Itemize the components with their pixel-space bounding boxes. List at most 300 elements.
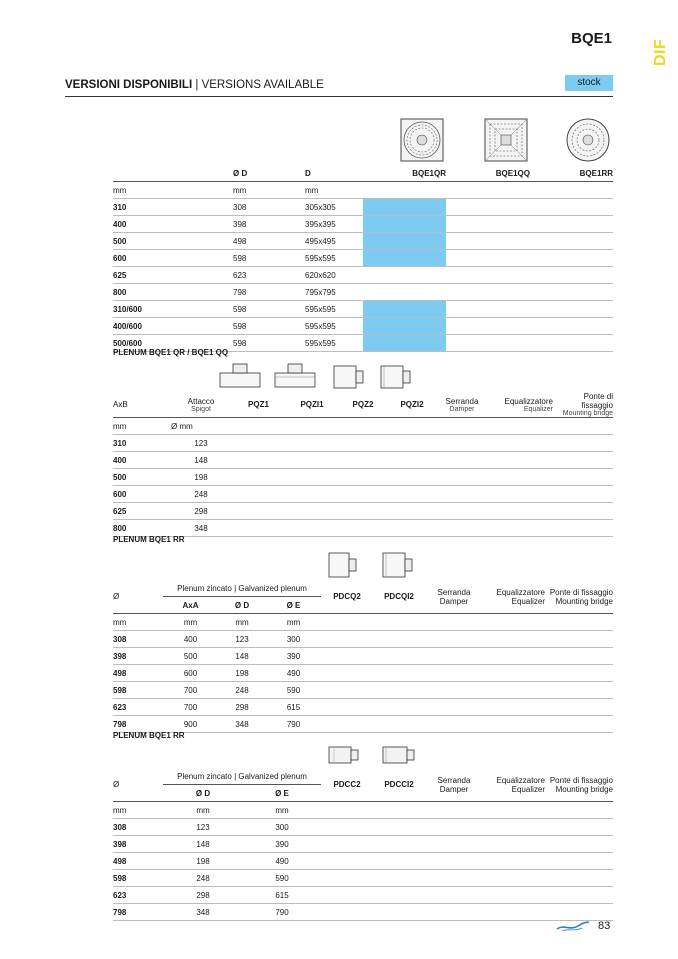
od-cell: 248 — [163, 870, 243, 887]
cell — [483, 853, 545, 870]
cell — [446, 216, 530, 233]
od-cell: 598 — [233, 301, 305, 318]
oe-cell: 300 — [243, 819, 321, 836]
cell — [286, 520, 338, 537]
od-cell: 298 — [218, 699, 266, 716]
od-cell: 598 — [233, 250, 305, 267]
col-pqzi1: PQZI1 — [286, 392, 338, 418]
col-pdcqi2: PDCQI2 — [373, 580, 425, 614]
d-cell: 595x595 — [305, 250, 363, 267]
table-row — [113, 503, 613, 520]
cell — [338, 486, 388, 503]
cell — [373, 699, 425, 716]
units-row — [113, 614, 613, 631]
cell — [483, 716, 545, 733]
od-cell: 798 — [233, 284, 305, 301]
cell — [436, 520, 488, 537]
diameter-cell: 798 — [113, 904, 163, 921]
cell — [545, 887, 613, 904]
od-cell: 598 — [233, 318, 305, 335]
plenum-qr-qq-title: PLENUM BQE1 QR / BQE1 QQ — [113, 348, 229, 357]
cell — [530, 301, 613, 318]
d-cell: 495x495 — [305, 233, 363, 250]
cell — [338, 452, 388, 469]
diameter-cell: 398 — [113, 836, 163, 853]
col-bqe1qr: BQE1QR — [363, 165, 446, 182]
cell — [231, 452, 286, 469]
col-damper: Damper — [439, 784, 469, 794]
stock-cell — [363, 199, 446, 216]
cell — [321, 819, 373, 836]
cell — [338, 520, 388, 537]
cell — [321, 887, 373, 904]
oe-cell: 490 — [266, 665, 321, 682]
diameter-cell: 498 — [113, 853, 163, 870]
col-bridge: Mounting bridge — [555, 596, 613, 606]
cell — [425, 631, 483, 648]
stock-cell — [363, 233, 446, 250]
units-row — [113, 182, 613, 199]
od-cell: 198 — [163, 853, 243, 870]
cell — [338, 469, 388, 486]
col-od: Ø D — [218, 597, 266, 614]
size-cell: 800 — [113, 284, 233, 301]
od-cell: 198 — [218, 665, 266, 682]
cell — [483, 682, 545, 699]
cell — [488, 435, 553, 452]
units-row — [113, 418, 613, 435]
cell — [436, 452, 488, 469]
cell — [553, 503, 613, 520]
cell — [483, 836, 545, 853]
plenum-pqz1-icon — [219, 361, 261, 389]
cell — [231, 469, 286, 486]
oe-cell: 590 — [243, 870, 321, 887]
plenum-rr-title-2: PLENUM BQE1 RR — [113, 731, 185, 740]
od-cell: 623 — [233, 267, 305, 284]
cell — [231, 503, 286, 520]
cell — [488, 486, 553, 503]
col-serranda: Serranda — [445, 396, 479, 406]
diameter-cell: 623 — [113, 887, 163, 904]
cell — [446, 335, 530, 352]
cell — [483, 648, 545, 665]
cell — [545, 699, 613, 716]
cell — [425, 836, 483, 853]
plenum-rr-title: PLENUM BQE1 RR — [113, 535, 185, 544]
side-tab-label: DIF — [652, 38, 669, 66]
cell — [286, 486, 338, 503]
cell — [373, 682, 425, 699]
stock-badge: stock — [565, 75, 613, 91]
unit-cell: mm — [163, 802, 243, 819]
cell — [446, 199, 530, 216]
spigot-cell: 298 — [171, 503, 231, 520]
axa-cell: 400 — [163, 631, 218, 648]
col-o: Ø — [113, 768, 163, 802]
plenum-header — [163, 580, 321, 597]
product-code: BQE1 — [571, 30, 612, 47]
d-cell: 595x595 — [305, 301, 363, 318]
table-row — [113, 520, 613, 537]
table-row — [113, 682, 613, 699]
oe-cell: 790 — [266, 716, 321, 733]
cell — [488, 503, 553, 520]
cell — [545, 819, 613, 836]
unit-cell: mm — [266, 614, 321, 631]
size-cell: 625 — [113, 503, 171, 520]
cell — [388, 486, 436, 503]
plenum-pqz2-icon — [333, 364, 365, 390]
table-header-row — [113, 392, 613, 418]
d-cell: 395x395 — [305, 216, 363, 233]
cell — [530, 318, 613, 335]
cell — [545, 716, 613, 733]
cell — [373, 716, 425, 733]
table-row — [113, 435, 613, 452]
section-rule — [65, 96, 613, 97]
cell — [373, 870, 425, 887]
unit-cell: mm — [113, 802, 163, 819]
cell — [530, 250, 613, 267]
table-row — [113, 318, 613, 335]
cell — [553, 452, 613, 469]
plenum-en: Galvanized plenum — [238, 771, 307, 781]
plenum-pdcci2-icon — [382, 745, 416, 765]
col-serranda: Serranda — [437, 775, 471, 785]
table-row — [113, 870, 613, 887]
cell — [321, 904, 373, 921]
cell — [553, 469, 613, 486]
size-cell: 625 — [113, 267, 233, 284]
cell — [446, 233, 530, 250]
col-equalizer: Equalizer — [511, 596, 545, 606]
col-damper: Damper — [439, 596, 469, 606]
brand-logo-icon — [556, 920, 590, 932]
od-cell: 308 — [233, 199, 305, 216]
oe-cell: 390 — [243, 836, 321, 853]
plenum-pdcqi2-icon — [382, 551, 414, 579]
cell — [488, 520, 553, 537]
cell — [545, 836, 613, 853]
diffuser-qq-icon — [484, 118, 528, 162]
stock-cell — [363, 335, 446, 352]
plenum-it: Plenum zincato — [177, 771, 232, 781]
cell — [373, 648, 425, 665]
cell — [373, 904, 425, 921]
unit-cell: mm — [243, 802, 321, 819]
table-row — [113, 716, 613, 733]
col-equalizer: Equalizer — [523, 405, 553, 413]
plenum-pdcq2-icon — [328, 551, 358, 579]
cell — [553, 520, 613, 537]
oe-cell: 615 — [266, 699, 321, 716]
stock-cell — [363, 216, 446, 233]
versions-table — [113, 165, 613, 352]
cell — [483, 870, 545, 887]
cell — [373, 819, 425, 836]
cell — [545, 682, 613, 699]
cell — [373, 887, 425, 904]
oe-cell: 590 — [266, 682, 321, 699]
oe-cell: 390 — [266, 648, 321, 665]
plenum-pdcc2-icon — [328, 745, 360, 765]
cell — [425, 648, 483, 665]
cell — [436, 503, 488, 520]
cell — [530, 267, 613, 284]
table-row — [113, 631, 613, 648]
cell — [553, 435, 613, 452]
cell — [425, 665, 483, 682]
col-pqz2: PQZ2 — [338, 392, 388, 418]
cell — [530, 199, 613, 216]
cell — [373, 631, 425, 648]
col-serranda: Serranda — [437, 587, 471, 597]
axa-cell: 700 — [163, 682, 218, 699]
cell — [545, 853, 613, 870]
plenum-it: Plenum zincato — [177, 583, 232, 593]
cell — [231, 435, 286, 452]
diffuser-qr-icon — [400, 118, 444, 162]
col-equalizzatore: Equalizzatore — [496, 775, 545, 785]
cell — [321, 665, 373, 682]
diffuser-rr-icon — [566, 118, 610, 162]
cell — [388, 469, 436, 486]
cell — [545, 870, 613, 887]
col-bqe1qq: BQE1QQ — [446, 165, 530, 182]
stock-cell — [363, 250, 446, 267]
diameter-cell: 308 — [113, 819, 163, 836]
axa-cell: 900 — [163, 716, 218, 733]
col-bridge: Mounting bridge — [555, 784, 613, 794]
col-oe: Ø E — [243, 785, 321, 802]
od-cell: 148 — [218, 648, 266, 665]
od-cell: 148 — [163, 836, 243, 853]
cell — [231, 520, 286, 537]
cell — [446, 267, 530, 284]
unit-cell: mm — [113, 614, 163, 631]
cell — [388, 452, 436, 469]
col-pdcq2: PDCQ2 — [321, 580, 373, 614]
table-header-row — [113, 768, 613, 785]
table-row — [113, 452, 613, 469]
cell — [483, 699, 545, 716]
size-cell: 400 — [113, 216, 233, 233]
axa-cell: 700 — [163, 699, 218, 716]
cell — [436, 435, 488, 452]
cell — [483, 904, 545, 921]
col-ponte: Ponte di fissaggio — [549, 775, 613, 785]
cell — [321, 836, 373, 853]
diameter-cell: 598 — [113, 682, 163, 699]
cell — [436, 486, 488, 503]
col-axb: AxB — [113, 392, 171, 418]
cell — [425, 904, 483, 921]
table-row — [113, 250, 613, 267]
cell — [545, 631, 613, 648]
od-cell: 348 — [163, 904, 243, 921]
cell — [483, 665, 545, 682]
d-cell: 595x595 — [305, 335, 363, 352]
table-row — [113, 216, 613, 233]
table-header-row — [113, 165, 613, 182]
axa-cell: 500 — [163, 648, 218, 665]
oe-cell: 490 — [243, 853, 321, 870]
table-header-row — [113, 580, 613, 597]
cell — [483, 887, 545, 904]
cell — [446, 318, 530, 335]
oe-cell: 790 — [243, 904, 321, 921]
col-d: D — [305, 165, 363, 182]
d-cell: 620x620 — [305, 267, 363, 284]
cell — [338, 435, 388, 452]
size-cell: 600 — [113, 486, 171, 503]
spigot-cell: 123 — [171, 435, 231, 452]
section-title-en: VERSIONS AVAILABLE — [201, 79, 324, 91]
cell — [483, 631, 545, 648]
col-od: Ø D — [163, 785, 243, 802]
table-row — [113, 284, 613, 301]
cell — [425, 819, 483, 836]
table-row — [113, 199, 613, 216]
unit-cell: Ø mm — [171, 418, 231, 435]
cell — [373, 665, 425, 682]
table-row — [113, 853, 613, 870]
diameter-cell: 598 — [113, 870, 163, 887]
plenum-sep: | — [231, 771, 239, 781]
unit-cell: mm — [163, 614, 218, 631]
unit-cell: mm — [218, 614, 266, 631]
col-bridge: Mounting bridge — [562, 410, 613, 417]
table-row — [113, 665, 613, 682]
od-cell: 123 — [218, 631, 266, 648]
table-row — [113, 648, 613, 665]
cell — [446, 301, 530, 318]
table-row — [113, 233, 613, 250]
cell — [231, 486, 286, 503]
od-cell: 348 — [218, 716, 266, 733]
cell — [425, 887, 483, 904]
section-title — [65, 79, 324, 91]
unit-cell: mm — [233, 182, 305, 199]
plenum-rr-table — [113, 580, 613, 733]
size-cell: 500 — [113, 469, 171, 486]
col-equalizzatore: Equalizzatore — [504, 396, 553, 406]
plenum-header — [163, 768, 321, 785]
stock-cell — [363, 301, 446, 318]
col-damper: Damper — [449, 405, 475, 413]
cell — [286, 469, 338, 486]
d-cell: 595x595 — [305, 318, 363, 335]
cell — [545, 648, 613, 665]
spigot-cell: 198 — [171, 469, 231, 486]
od-cell: 498 — [233, 233, 305, 250]
od-cell: 298 — [163, 887, 243, 904]
plenum-sep: | — [231, 583, 239, 593]
diameter-cell: 398 — [113, 648, 163, 665]
cell — [321, 716, 373, 733]
plenum-pqzi1-icon — [274, 361, 316, 389]
col-pdcc2: PDCC2 — [321, 768, 373, 802]
page-number: 83 — [598, 920, 611, 932]
cell — [425, 716, 483, 733]
unit-cell: mm — [305, 182, 363, 199]
cell — [446, 284, 530, 301]
table-row — [113, 699, 613, 716]
od-cell: 123 — [163, 819, 243, 836]
cell — [425, 699, 483, 716]
plenum-rr-table-2 — [113, 768, 613, 921]
size-cell: 500/600 — [113, 335, 233, 352]
cell — [553, 486, 613, 503]
stock-cell — [363, 284, 446, 301]
col-ponte: Ponte di fissaggio — [581, 392, 613, 410]
stock-cell — [363, 267, 446, 284]
stock-cell — [363, 318, 446, 335]
size-cell: 310 — [113, 435, 171, 452]
diameter-cell: 798 — [113, 716, 163, 733]
cell — [530, 216, 613, 233]
cell — [286, 435, 338, 452]
unit-cell: mm — [113, 418, 171, 435]
cell — [286, 503, 338, 520]
col-pqzi2: PQZI2 — [388, 392, 436, 418]
cell — [545, 904, 613, 921]
cell — [436, 469, 488, 486]
cell — [530, 335, 613, 352]
cell — [321, 853, 373, 870]
cell — [321, 631, 373, 648]
cell — [338, 503, 388, 520]
section-title-bold: VERSIONI DISPONIBILI — [65, 79, 193, 91]
plenum-pqzi2-icon — [380, 364, 412, 390]
oe-cell: 615 — [243, 887, 321, 904]
cell — [446, 250, 530, 267]
col-equalizer: Equalizer — [511, 784, 545, 794]
diameter-cell: 623 — [113, 699, 163, 716]
d-cell: 305x305 — [305, 199, 363, 216]
col-equalizzatore: Equalizzatore — [496, 587, 545, 597]
table-row — [113, 819, 613, 836]
cell — [388, 520, 436, 537]
cell — [286, 452, 338, 469]
cell — [488, 452, 553, 469]
unit-cell: mm — [113, 182, 233, 199]
size-cell: 310 — [113, 199, 233, 216]
size-cell: 500 — [113, 233, 233, 250]
cell — [488, 469, 553, 486]
size-cell: 400 — [113, 452, 171, 469]
col-pdcci2: PDCCI2 — [373, 768, 425, 802]
cell — [321, 870, 373, 887]
diameter-cell: 308 — [113, 631, 163, 648]
cell — [321, 699, 373, 716]
spigot-cell: 248 — [171, 486, 231, 503]
cell — [321, 682, 373, 699]
col-bqe1rr: BQE1RR — [530, 165, 613, 182]
col-pqz1: PQZ1 — [231, 392, 286, 418]
plenum-en: Galvanized plenum — [238, 583, 307, 593]
cell — [545, 665, 613, 682]
od-cell: 598 — [233, 335, 305, 352]
cell — [483, 819, 545, 836]
col-spigot: Spigot — [191, 405, 211, 413]
table-row — [113, 904, 613, 921]
cell — [373, 836, 425, 853]
size-cell: 310/600 — [113, 301, 233, 318]
cell — [530, 233, 613, 250]
table-row — [113, 469, 613, 486]
